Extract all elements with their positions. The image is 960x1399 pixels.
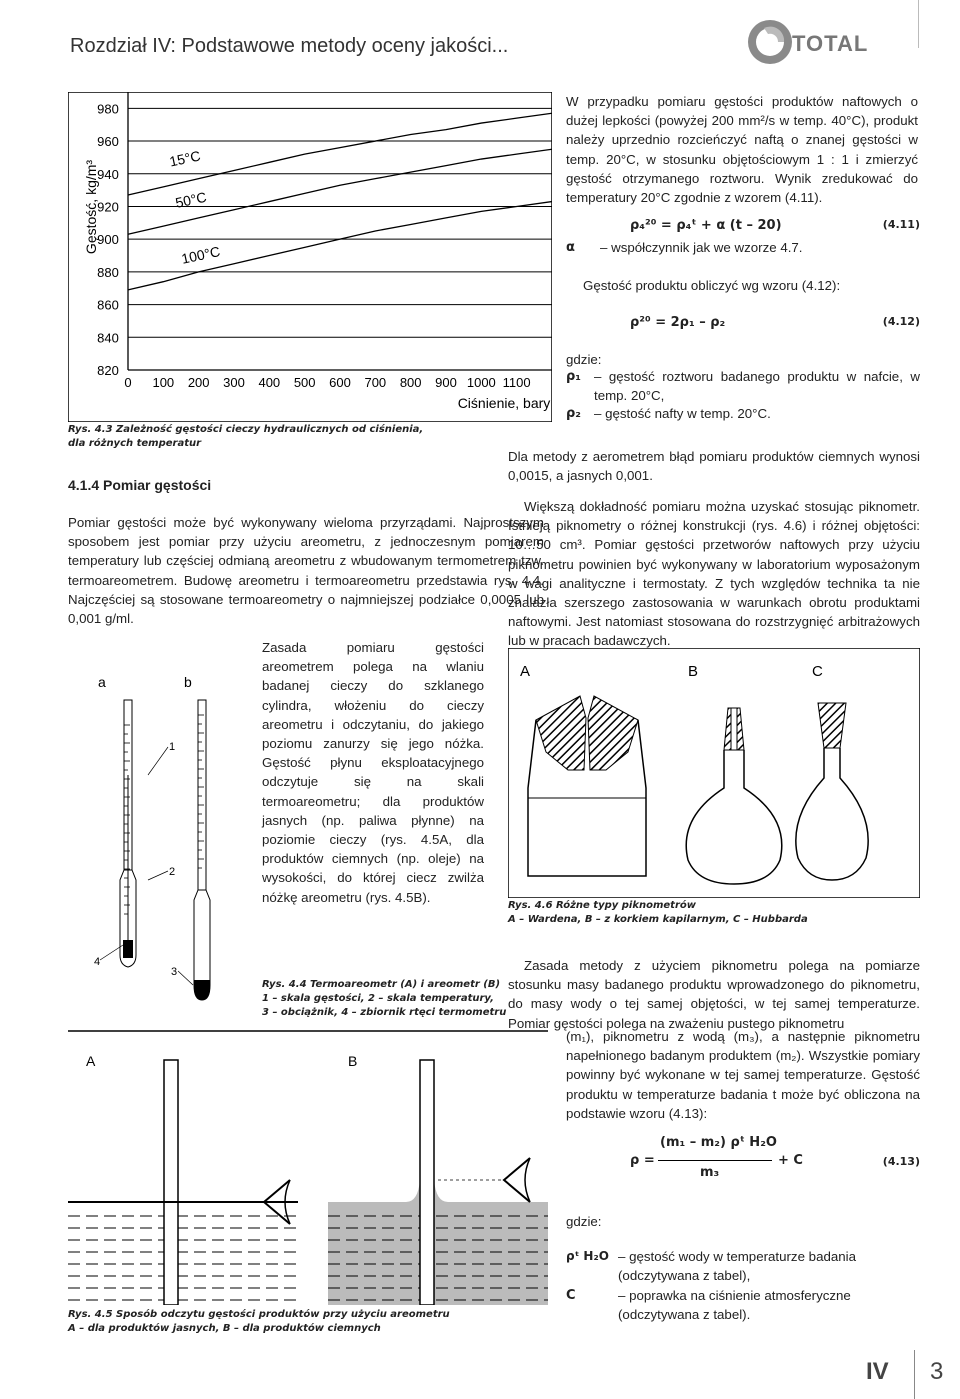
fig44-num-3: 3	[171, 966, 178, 978]
fig46-label-b: B	[688, 663, 699, 680]
fig46-label-a: A	[520, 663, 531, 680]
x-tick-1000: 1000	[466, 375, 496, 390]
x-tick-600: 600	[329, 375, 351, 390]
rho2-text: – gęstość nafty w temp. 20°C.	[594, 406, 771, 421]
eye-b	[504, 1158, 530, 1202]
fig44-thermohydrometer-drawing	[68, 655, 258, 1015]
header-edge-line	[918, 0, 919, 48]
alpha-definition	[566, 238, 918, 257]
stem-b	[420, 1060, 434, 1305]
eq-4-13	[630, 1133, 920, 1189]
density-pressure-chart	[68, 92, 552, 422]
fig46-pycnometer-drawing	[508, 648, 920, 898]
fig45-label-b: B	[348, 1053, 358, 1069]
y-tick-960: 960	[97, 134, 119, 150]
where-label-2: gdzie:	[566, 1214, 602, 1229]
fig46-label-c: C	[812, 663, 823, 680]
eye-b-lens	[525, 1158, 530, 1202]
left-para-2: Zasada pomiaru gęstości areometrem polega na wlaniu badanej cieczy do szklanego cylindra, włożeniu do cieczy areometru i odczytaniu, do jakiego poziomu zanurzy się jego nóżka. Gęstość płynu eksploatacyjnego odczytuje się na skali termoareometru; dla produktów jasnych (np. paliwa płynne) na poziomie cieczy (rys. 4.5A, dla produktów ciemnych (np. oleje) na wysokości, do której ciecz zwilża nóżkę areometru (rys. 4.5B).	[262, 640, 484, 905]
y-axis-label: Gęstość, kg/m³	[83, 159, 99, 255]
fig46-frame	[508, 648, 920, 898]
rho2-symbol: ρ₂	[566, 406, 581, 421]
y-tick-880: 880	[97, 264, 119, 280]
left-para-1: Pomiar gęstości może być wykonywany wieloma przyrządami. Najprostszym sposobem jest pomiar przy użyciu areometru, z jednoczesnym pomiarem temperatury lub częściej odmianą areometru z wbudowanym termometrem tzw. termoareometrem. Budowę areometru i termoareometru przedstawia rys. 4.4. Najczęściej są stosowane termoareometry o najmniejszej podziałce 0,0005 lub 0,001 g/ml.	[68, 515, 544, 627]
right-para-6: (m₁), piknometru z wodą (m₃), a następnie piknometru napełnionego badanym produktem (m₂). Wszystkie pomiary powinny być wykonane w tej samej temperaturze. Gęstość produktu w temperaturze badania t może być obliczona na podstawie wzoru (4.13):	[566, 1029, 920, 1121]
stem-a	[164, 1060, 178, 1305]
fig44-caption-line2: 1 – skala gęstości, 2 – skala temperatury,	[262, 993, 494, 1004]
y-tick-820: 820	[97, 363, 119, 378]
x-tick-400: 400	[258, 375, 281, 390]
footer-divider	[914, 1350, 915, 1399]
eq-4-13-numerator: (m₁ – m₂) ρᵗ H₂O	[660, 1135, 777, 1150]
leader-3	[178, 971, 193, 985]
y-tick-980: 980	[97, 101, 119, 117]
thermo-mercury-bulb	[123, 940, 133, 958]
y-tick-920: 920	[97, 199, 119, 215]
eq-4-11	[630, 216, 920, 238]
fig44-label-a: a	[98, 674, 106, 690]
eq-4-13-number: (4.13)	[882, 1155, 920, 1168]
fig45-caption-line2: A – dla produktów jasnych, B – dla produktów ciemnych	[68, 1323, 381, 1334]
fig44-num-4: 4	[94, 956, 101, 968]
chapter-number: IV	[866, 1358, 889, 1385]
eq-4-13-plus-c: + C	[778, 1153, 803, 1168]
rho-water-symbol: ρᵗ H₂O	[566, 1249, 609, 1263]
total-logo	[742, 14, 892, 70]
fig46-caption-line1: Rys. 4.6 Różne typy piknometrów	[508, 900, 696, 911]
eq-4-12-number: (4.12)	[882, 315, 920, 328]
fig46-caption-line2: A – Wardena, B – z korkiem kapilarnym, C – Hubbarda	[508, 914, 808, 925]
alpha-symbol: α	[566, 240, 575, 255]
leader-2	[148, 871, 168, 880]
eq-4-13-lhs: ρ =	[630, 1153, 655, 1168]
x-axis-label: Ciśnienie, bary	[457, 395, 551, 411]
leader-1	[148, 747, 168, 775]
x-tick-1100: 1100	[502, 375, 531, 390]
series-label-50C: 50°C	[173, 188, 208, 211]
y-tick-860: 860	[97, 297, 119, 313]
x-tick-500: 500	[293, 375, 316, 390]
series-label-15C: 15°C	[167, 147, 202, 170]
right-para-1: W przypadku pomiaru gęstości produktów naftowych o dużej lepkości (powyżej 200 mm²/s w temp. 40°C), produkt należy uprzednio rozcieńczyć naftą o znanej gęstości w temp. 20°C, w stosunku objętościowym 1 : 1 i zmierzyć gęstość otrzymanego roztworu. Wynik zredukować do temperatury 20°C zgodnie z wzorem (4.11).	[566, 94, 918, 206]
fig44-num-2: 2	[169, 866, 176, 878]
fig44-label-b: b	[184, 674, 192, 690]
y-tick-840: 840	[97, 330, 119, 346]
rho2-definition	[566, 404, 920, 423]
right-para-3: Dla metody z aerometrem błąd pomiaru produktów ciemnych wynosi 0,0015, a jasnych 0,001.	[508, 449, 920, 484]
rho-water-definition	[566, 1247, 920, 1285]
right-para-2: Gęstość produktu obliczyć wg wzoru (4.12):	[583, 278, 841, 293]
page-header	[0, 0, 960, 88]
fig43-caption	[68, 423, 468, 451]
logo-text: TOTAL	[792, 31, 869, 56]
fig44-num-1: 1	[169, 741, 176, 753]
c-definition	[566, 1286, 920, 1324]
hydro-weight	[194, 980, 210, 1000]
fig45-caption-line1: Rys. 4.5 Sposób odczytu gęstości produktów przy użyciu areometru	[68, 1309, 450, 1320]
where-label-1: gdzie:	[566, 352, 602, 367]
fig44-caption	[262, 978, 542, 1020]
y-tick-940: 940	[97, 166, 119, 182]
eq-4-11-formula: ρ₄²⁰ = ρ₄ᵗ + α (t – 20)	[630, 218, 782, 233]
rho1-text: – gęstość roztworu badanego produktu w nafcie, w temp. 20°C,	[594, 369, 920, 404]
rho-water-text: – gęstość wody w temperaturze badania (odczytywana z tabel),	[618, 1249, 856, 1284]
meniscus-b	[328, 1180, 548, 1305]
fig43-caption-line1: Rys. 4.3 Zależność gęstości cieczy hydraulicznych od ciśnienia,	[68, 424, 424, 435]
eq-4-12	[630, 313, 920, 335]
fig45-caption	[68, 1308, 538, 1336]
x-tick-300: 300	[223, 375, 245, 390]
page-number: 3	[930, 1358, 944, 1385]
fig45-reading-drawing	[68, 1030, 548, 1305]
fig44-caption-line1: Rys. 4.4 Termoareometr (A) i areometr (B)	[262, 979, 501, 990]
x-tick-100: 100	[152, 375, 175, 390]
x-tick-900: 900	[435, 375, 457, 390]
hydro-stem	[198, 700, 206, 890]
alpha-text: – współczynnik jak we wzorze 4.7.	[600, 240, 803, 255]
y-tick-900: 900	[97, 232, 119, 248]
eq-4-13-fraction-bar	[658, 1160, 772, 1161]
pycnometer-b-capillary	[731, 708, 737, 750]
x-tick-800: 800	[399, 375, 422, 390]
x-tick-700: 700	[364, 375, 387, 390]
fig45-label-a: A	[86, 1053, 96, 1069]
section-title: 4.1.4 Pomiar gęstości	[68, 477, 212, 493]
right-para-4: Większą dokładność pomiaru można uzyskać stosując piknometr. Istnieją piknometry o różnej konstrukcji (rys. 4.6) i różnej objętości: 10…50 cm³. Pomiar gęstości przetworów naftowych przy użyciu piknometru powinien być wykonywany w laboratorium wyposażonym w wagi analityczne i termostaty. Z tych względów technika ta nie znalazła szerszego zastosowania w warunkach obrotu produktami naftowymi. Jest natomiast stosowana do rozstrzygnięć arbitrażowych lub w pracach badawczych.	[508, 499, 920, 649]
series-label-100C: 100°C	[179, 243, 222, 267]
header-title: Rozdział IV: Podstawowe metody oceny jakości...	[70, 35, 509, 57]
x-tick-200: 200	[187, 375, 210, 390]
right-para-5: Zasada metody z użyciem piknometru polega na pomiarze stosunku masy badanego produktu wprowadzonego do piknometru, do masy wody o tej samej objętości, w tej samej temperaturze. Pomiar gęstości polega na zważeniu pustego piknometru	[508, 958, 920, 1031]
eq-4-11-number: (4.11)	[882, 218, 920, 231]
c-symbol: C	[566, 1288, 576, 1303]
eq-4-12-formula: ρ²⁰ = 2ρ₁ – ρ₂	[630, 315, 726, 330]
fig44-caption-line3: 3 – obciążnik, 4 – zbiornik rtęci termometru	[262, 1007, 507, 1018]
fig46-caption	[508, 899, 920, 927]
liquid-a	[68, 1202, 298, 1305]
fig43-caption-line2: dla różnych temperatur	[68, 438, 202, 449]
c-text: – poprawka na ciśnienie atmosferyczne (odczytywana z tabel).	[618, 1288, 851, 1323]
x-tick-0: 0	[124, 375, 132, 390]
rho1-symbol: ρ₁	[566, 369, 581, 384]
rho1-definition	[566, 367, 920, 405]
eq-4-13-denominator: m₃	[700, 1165, 720, 1180]
